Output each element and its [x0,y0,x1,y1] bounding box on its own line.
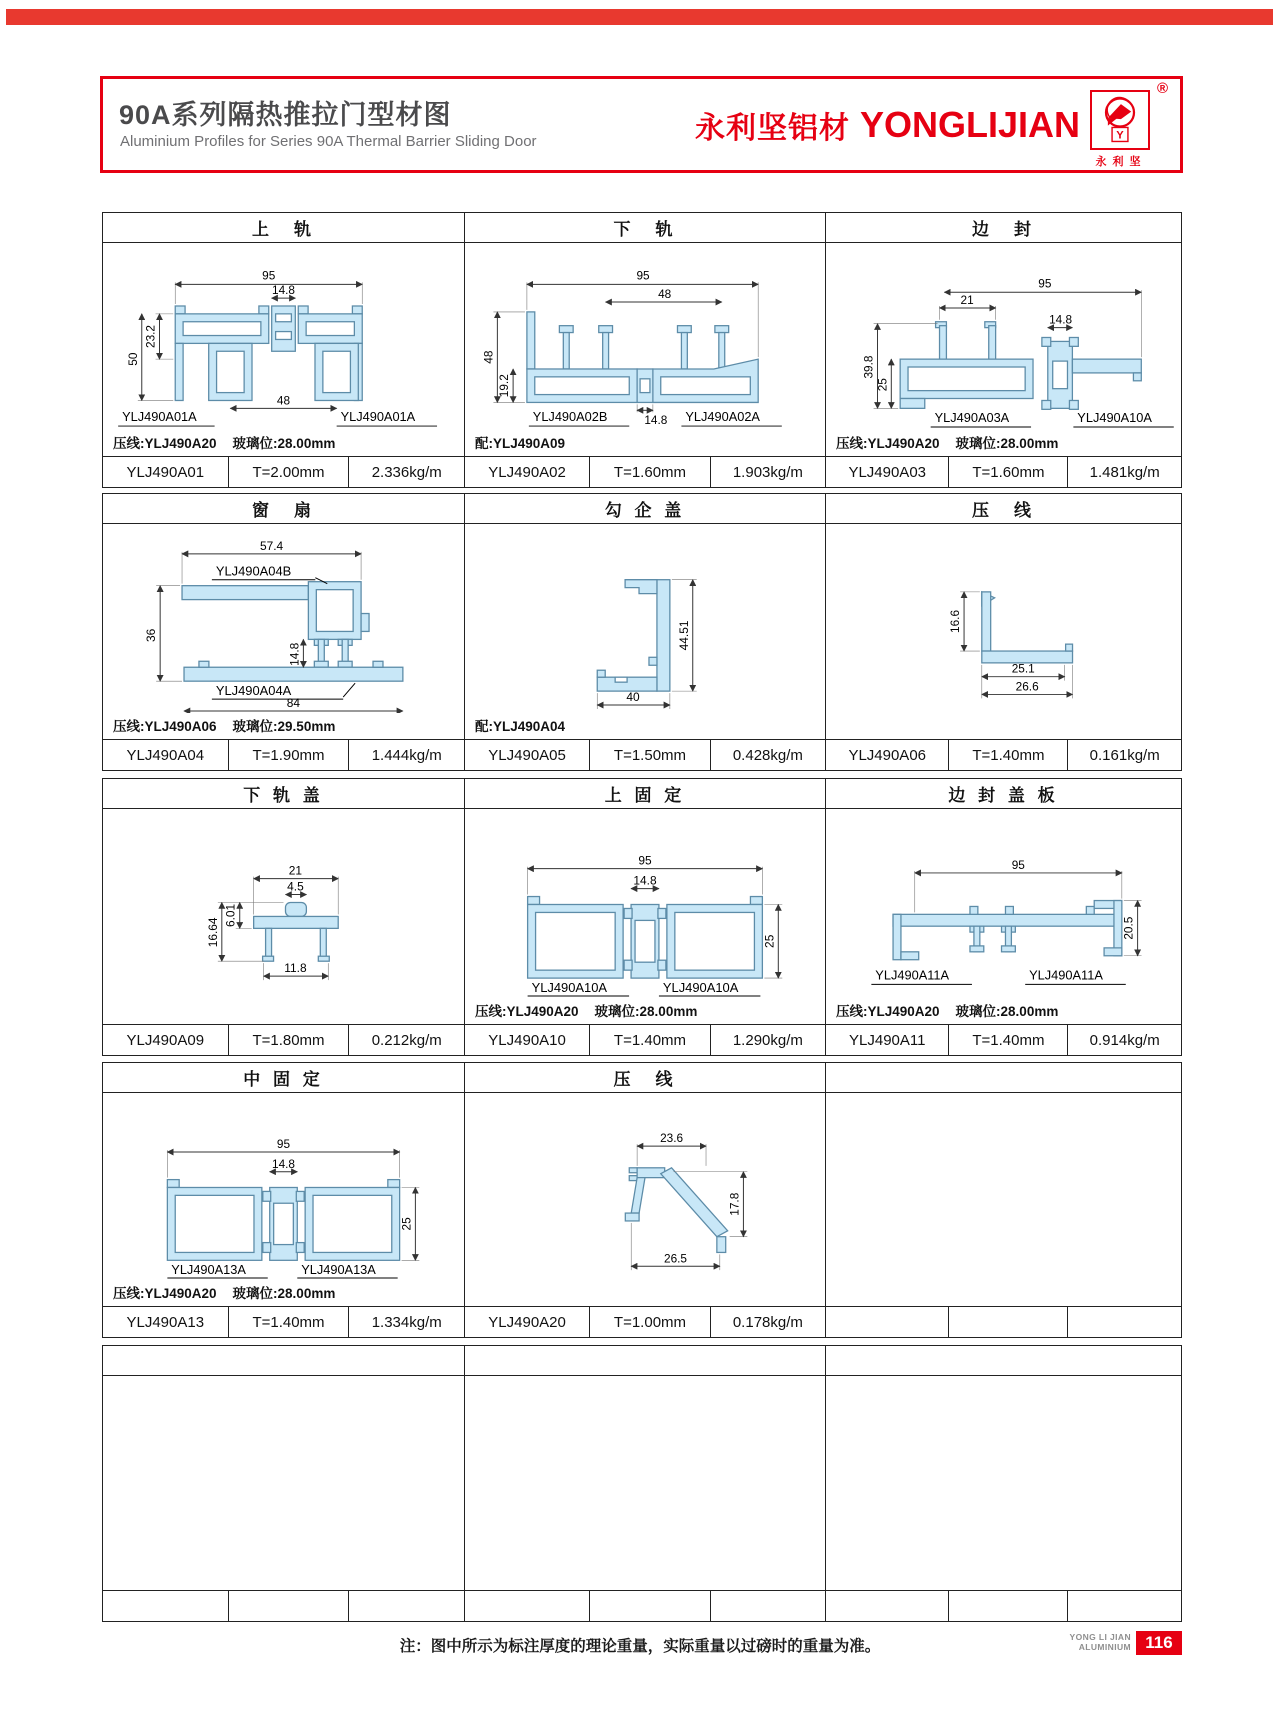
data-row [103,456,464,487]
dimension-value: 50 [125,352,140,366]
cell-title: 窗 扇 [103,494,464,524]
cell-title: 压 线 [465,1063,825,1093]
part-label: YLJ490A03A [934,410,1010,426]
profile-cell-bottom-track [464,213,825,487]
empty-cell [103,1346,464,1621]
part-weight: 1.903kg/m [710,457,825,487]
part-label: YLJ490A01A [122,409,197,425]
page-header [100,76,1183,173]
dimension-value: 11.8 [284,961,307,976]
brand-logo [1090,79,1168,168]
profile-diagram [465,809,825,998]
profile-row-5-empty [102,1345,1182,1622]
dimension-value: 26.5 [664,1251,687,1266]
profile-row-3 [102,778,1182,1056]
data-row-empty [826,1306,1181,1337]
cell-note: 压线:YLJ490A06 玻璃位:29.50mm [113,719,336,734]
dimension-value: 21 [288,863,303,878]
cell-title: 中 固 定 [103,1063,464,1093]
data-row [465,1024,825,1055]
dimension-value: 16.64 [205,917,220,948]
part-label: YLJ490A10A [1077,410,1152,426]
part-weight: 0.428kg/m [710,740,825,770]
dimension-value: 4.5 [287,879,304,894]
data-row [103,1306,464,1337]
part-thickness: T=1.60mm [589,457,710,487]
profile-diagram [826,524,1181,713]
page-badge [1058,1631,1182,1655]
part-thickness: T=1.40mm [589,1025,710,1055]
part-label: YLJ490A01A [340,409,416,425]
cell-note: 配:YLJ490A09 [475,436,566,451]
part-code: YLJ490A09 [126,1031,205,1049]
dimension-value: 20.5 [1121,916,1136,940]
cell-title: 上 轨 [103,213,464,243]
logo-frame [1090,90,1150,150]
swan-logo-icon [1092,92,1148,148]
part-code: YLJ490A05 [488,746,566,764]
part-label: YLJ490A02B [532,409,608,425]
page-title: 90A系列隔热推拉门型材图 [119,100,452,130]
profile-cell-seal-cover-plate [825,779,1181,1055]
dimension-value: 48 [276,393,291,408]
cell-note: 压线:YLJ490A20 玻璃位:28.00mm [836,1004,1059,1019]
empty-cell [825,1346,1181,1621]
data-row [826,739,1181,770]
part-weight: 1.334kg/m [348,1307,464,1337]
part-label: YLJ490A04B [215,563,292,579]
dimension-value: 14.8 [644,413,668,428]
profile-row-2 [102,493,1182,771]
cell-title: 下 轨 [465,213,825,243]
cell-note [475,1287,491,1302]
cell-title: 下 轨 盖 [103,779,464,809]
dimension-value: 95 [636,268,650,283]
page-subtitle: Aluminium Profiles for Series 90A Thermal Barrier Sliding Door [120,133,537,150]
profile-diagram [103,243,464,430]
part-label: YLJ490A11A [875,967,950,983]
profile-row-1 [102,212,1182,488]
part-thickness: T=1.50mm [589,740,710,770]
profile-cell-glazing-bead-a06 [825,494,1181,770]
dimension-value: 36 [144,628,159,643]
cell-title: 边 封 盖 板 [826,779,1181,809]
logo-caption: 永利坚 [1095,155,1147,168]
dimension-value: 95 [1038,276,1052,291]
part-label: YLJ490A13A [171,1262,246,1278]
profile-cell-sash [103,494,464,770]
data-row [826,1024,1181,1055]
logo-monogram: Y [1116,129,1124,142]
page-number: 116 [1136,1631,1182,1655]
part-label: YLJ490A11A [1029,967,1103,983]
dimension-value: 17.8 [727,1192,742,1216]
part-label: YLJ490A10A [662,980,739,996]
footer-note: 注：图中所示为标注厚度的理论重量，实际重量以过磅时的重量为准。 [399,1638,881,1655]
dimension-value: 39.8 [861,355,876,379]
profile-cell-top-track [103,213,464,487]
dimension-value: 25 [875,378,890,392]
data-row [465,456,825,487]
part-label: YLJ490A02A [685,409,760,425]
part-thickness: T=1.40mm [948,740,1067,770]
top-red-bar [6,9,1273,25]
data-row [826,456,1181,487]
profile-cell-mid-fixed [103,1063,464,1337]
profile-diagram [103,809,464,998]
part-thickness: T=1.40mm [948,1025,1067,1055]
part-code: YLJ490A11 [849,1031,926,1049]
part-weight: 2.336kg/m [348,457,464,487]
profile-diagram [465,1093,825,1280]
dimension-value: 14.8 [633,873,657,888]
dimension-value: 6.01 [223,903,238,928]
brand-name-en: YONGLIJIAN [859,103,1080,145]
cell-title: 上 固 定 [465,779,825,809]
part-weight: 0.161kg/m [1067,740,1181,770]
dimension-value: 25 [762,934,777,948]
part-code: YLJ490A20 [488,1313,566,1331]
profile-cell-top-fixed [464,779,825,1055]
part-weight: 0.914kg/m [1067,1025,1181,1055]
cell-note: 压线:YLJ490A20 玻璃位:28.00mm [113,1286,336,1301]
part-thickness: T=2.00mm [228,457,349,487]
part-thickness: T=1.80mm [228,1025,349,1055]
dimension-value: 95 [1011,857,1025,872]
profile-cell-empty [825,1063,1181,1337]
dimension-value: 57.4 [259,538,284,553]
part-code: YLJ490A02 [488,463,566,481]
profile-diagram [826,809,1181,998]
cell-title: 勾 企 盖 [465,494,825,524]
profile-diagram [826,243,1181,430]
dimension-value: 48 [658,287,672,302]
dimension-value: 25.1 [1011,661,1035,676]
brand-name-cn: 永利坚铝材 [694,111,850,145]
profile-diagram [465,243,825,430]
registered-mark: ® [1156,79,1168,97]
profile-cell-hook-cover [464,494,825,770]
part-weight: 0.212kg/m [348,1025,464,1055]
cell-note: 压线:YLJ490A20 玻璃位:28.00mm [836,436,1059,451]
part-thickness: T=1.40mm [228,1307,349,1337]
dimension-value: 23.2 [143,325,158,348]
dimension-value: 95 [262,268,276,283]
dimension-value: 16.6 [948,609,963,633]
data-row [103,1024,464,1055]
part-label: YLJ490A04A [215,683,292,699]
dimension-value: 26.6 [1015,679,1039,694]
dimension-value: 14.8 [287,642,302,666]
badge-brand: YONG LI JIAN ALUMINIUM [1069,1632,1131,1652]
profile-cell-glazing-bead-a20 [464,1063,825,1337]
empty-cell [464,1346,825,1621]
part-weight: 1.444kg/m [348,740,464,770]
part-weight: 0.178kg/m [710,1307,825,1337]
cell-note: 压线:YLJ490A20 玻璃位:28.00mm [475,1004,698,1019]
dimension-value: 48 [481,350,496,364]
part-code: YLJ490A13 [126,1313,205,1331]
part-code: YLJ490A01 [126,463,205,481]
part-code: YLJ490A10 [488,1031,566,1049]
profile-cell-track-cover [103,779,464,1055]
dimension-value: 23.6 [660,1131,684,1146]
dimension-value: 14.8 [272,1156,295,1171]
dimension-value: 14.8 [272,283,295,298]
dimension-value: 44.51 [676,620,691,651]
part-thickness: T=1.60mm [948,457,1067,487]
profile-diagram [103,524,464,713]
profile-cell-side-seal [825,213,1181,487]
dimension-value: 40 [626,690,640,705]
cell-title-empty [826,1063,1181,1093]
data-row [465,1306,825,1337]
dimension-value: 95 [638,853,652,868]
profile-diagram [465,524,825,713]
data-row [103,739,464,770]
part-thickness: T=1.00mm [589,1307,710,1337]
profile-row-4 [102,1062,1182,1338]
part-code: YLJ490A06 [848,746,927,764]
part-thickness: T=1.90mm [228,740,349,770]
profile-diagram [103,1093,464,1280]
dimension-value: 25 [399,1217,414,1231]
part-weight: 1.290kg/m [710,1025,825,1055]
part-label: YLJ490A13A [301,1262,376,1278]
dimension-value: 21 [960,293,974,308]
dimension-value: 14.8 [1049,312,1073,327]
cell-note: 压线:YLJ490A20 玻璃位:28.00mm [113,436,336,451]
cell-note: 配:YLJ490A04 [475,719,566,734]
part-label: YLJ490A10A [531,980,608,996]
part-code: YLJ490A04 [126,746,205,764]
cell-title: 边 封 [826,213,1181,243]
cell-title: 压 线 [826,494,1181,524]
dimension-value: 95 [276,1137,291,1152]
part-weight: 1.481kg/m [1067,457,1181,487]
dimension-value: 84 [286,696,301,711]
data-row [465,739,825,770]
dimension-value: 19.2 [497,374,512,398]
cell-note [113,1005,129,1020]
part-code: YLJ490A03 [848,463,927,481]
brand-block [695,79,1168,170]
cell-note [836,720,852,735]
